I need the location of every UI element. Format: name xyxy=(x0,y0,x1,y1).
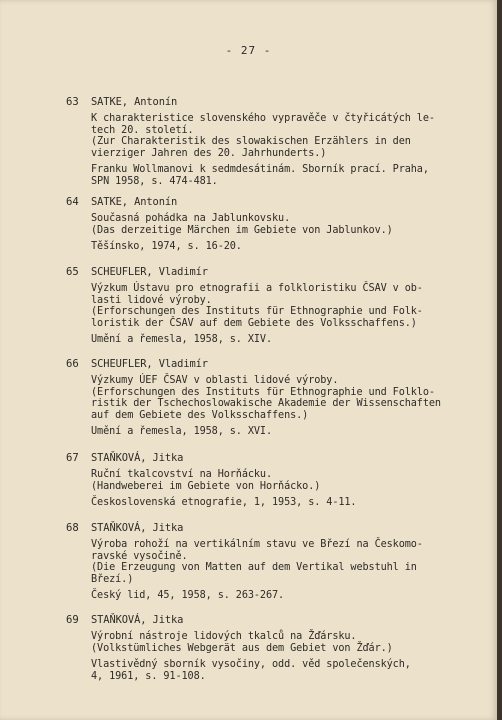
entry-author: SATKE, Antonín xyxy=(91,96,178,108)
entry-number: 63 xyxy=(66,96,79,108)
page-edge xyxy=(497,0,502,720)
entry-body xyxy=(91,196,486,253)
entry-title-line: auf dem Gebiete des Volksschaffens.) xyxy=(91,409,309,421)
entry-author: STAŇKOVÁ, Jitka xyxy=(91,522,184,534)
entry-author: SCHEUFLER, Vladimír xyxy=(91,358,208,370)
entry-title-line: Výzkumy ÚEF ČSAV v oblasti lidové výroby. xyxy=(91,375,339,386)
entry-body xyxy=(91,266,486,346)
entry-body xyxy=(91,358,486,438)
entry-title-line: loristik der ČSAV auf dem Gebiete des Volksschaffens.) xyxy=(91,317,417,329)
entry-title-line: K charakteristice slovenského vypravěče v čtyřicátých le- xyxy=(91,113,435,124)
entry-number: 66 xyxy=(66,358,79,370)
entry-title-line: vierziger Jahren des 20. Jahrhunderts.) xyxy=(91,147,327,159)
entry-title-line: Ruční tkalcovství na Horňácku. xyxy=(91,469,273,480)
entry-title-line: Současná pohádka na Jablunkovsku. xyxy=(91,213,291,224)
entry-title-line: Březí.) xyxy=(91,573,134,585)
entry-source-line: Československá etnografie, 1, 1953, s. 4-11. xyxy=(91,497,357,509)
entry-body xyxy=(91,614,486,682)
entry-title-line: ristik der Tschechoslowakische Akademie der Wissenschaften xyxy=(91,398,441,410)
entry-source-line: Umění a řemesla, 1958, s. XVI. xyxy=(91,426,273,438)
entry-title-line: (Volkstümliches Webgerät aus dem Gebiet von Žďár.) xyxy=(91,642,393,654)
entry-title-line: (Handweberei im Gebiete von Horňácko.) xyxy=(91,480,321,492)
entry-source-line: Těšínsko, 1974, s. 16-20. xyxy=(91,241,242,253)
entry-source-line: SPN 1958, s. 474-481. xyxy=(91,175,218,187)
entry-source-line: Český lid, 45, 1958, s. 263-267. xyxy=(91,590,285,602)
entry-title-line: (Erforschungen des Instituts für Ethnographie und Folk- xyxy=(91,306,423,318)
entry-title-line: (Das derzeitige Märchen im Gebiete von Jablunkov.) xyxy=(91,224,393,236)
entry-title-line: tech 20. století. xyxy=(91,124,194,136)
entry-body xyxy=(91,452,486,509)
entry-title-line: lasti lidové výroby. xyxy=(91,294,212,306)
entry-author: STAŇKOVÁ, Jitka xyxy=(91,452,184,464)
entry-number: 65 xyxy=(66,266,79,278)
entry-source-line: Umění a řemesla, 1958, s. XIV. xyxy=(91,334,273,346)
entry-title-line: Výzkum Ústavu pro etnografii a folkloristiku ČSAV v ob- xyxy=(91,283,423,294)
entry-number: 64 xyxy=(66,196,79,208)
entry-body xyxy=(91,96,486,188)
entry-source-line: Vlastivědný sborník vysočiny, odd. věd společenských, xyxy=(91,659,411,671)
entry-title-line: (Erforschungen des Instituts für Ethnographie und Folklo- xyxy=(91,386,435,398)
entry-number: 69 xyxy=(66,614,79,626)
entry-title-line: Výrobní nástroje lidových tkalců na Žďársku. xyxy=(91,631,357,642)
entry-author: SCHEUFLER, Vladimír xyxy=(91,266,208,278)
page-number: - 27 - xyxy=(225,44,272,57)
entry-source-line: Franku Wollmanovi k sedmdesátinám. Sborník prací. Praha, xyxy=(91,164,429,176)
entry-number: 68 xyxy=(66,522,79,534)
entry-title-line: Výroba rohoží na vertikálním stavu ve Březí na Českomo- xyxy=(91,539,423,550)
entry-title-line: ravské vysočině. xyxy=(91,550,188,562)
entry-number: 67 xyxy=(66,452,79,464)
entry-source-line: 4, 1961, s. 91-108. xyxy=(91,670,206,682)
entry-title-line: (Die Erzeugung von Matten auf dem Vertikal webstuhl in xyxy=(91,562,417,574)
entry-body xyxy=(91,522,486,602)
entry-title-line: (Zur Charakteristik des slowakischen Erzählers in den xyxy=(91,136,411,148)
entry-author: STAŇKOVÁ, Jitka xyxy=(91,614,184,626)
entry-author: SATKE, Antonín xyxy=(91,196,178,208)
